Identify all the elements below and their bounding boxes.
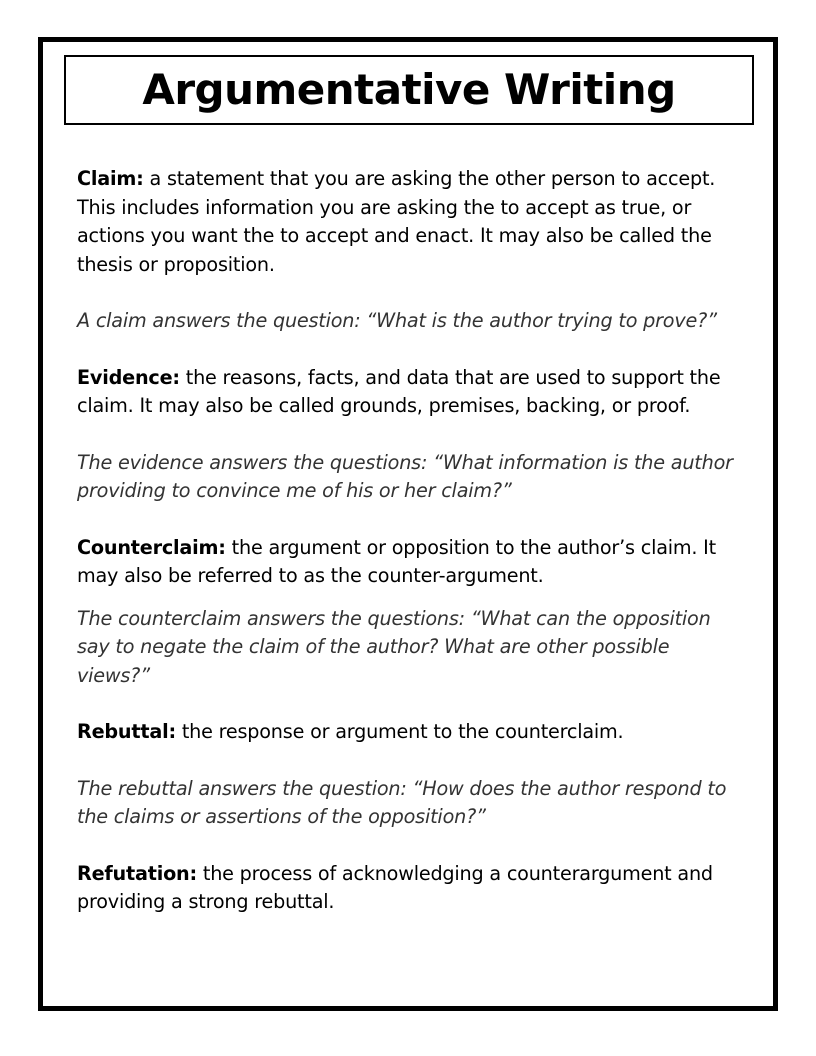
evidence-definition-text: the reasons, facts, and data that are used to support the claim. It may also be called grounds, premises, backing, or proof. bbox=[77, 365, 721, 417]
evidence-term: Evidence: bbox=[77, 365, 180, 389]
counterclaim-definition-text: the argument or opposition to the author’s claim. It may also be referred to as the counter-argument. bbox=[77, 535, 716, 587]
rebuttal-term: Rebuttal: bbox=[77, 720, 176, 743]
refutation-definition-text: the process of acknowledging a counterargument and providing a strong rebuttal. bbox=[77, 861, 713, 913]
claim-term: Claim: bbox=[77, 167, 144, 190]
counterclaim-term: Counterclaim: bbox=[77, 535, 226, 559]
claim-question: A claim answers the question: “What is the author trying to prove?” bbox=[77, 309, 717, 332]
rebuttal-definition bbox=[77, 718, 739, 747]
evidence-definition bbox=[77, 364, 739, 421]
evidence-question: The evidence answers the questions: “What information is the author providing to convince me of his or her claim?” bbox=[77, 450, 733, 502]
rebuttal-question: The rebuttal answers the question: “How does the author respond to the claims or assertions of the opposition?” bbox=[77, 776, 727, 828]
page-title: Argumentative Writing bbox=[142, 65, 676, 114]
counterclaim-question: The counterclaim answers the questions: “What can the opposition say to negate the claim of the author? What are other possible views?” bbox=[77, 606, 711, 687]
rebuttal-definition-text: the response or argument to the counterclaim. bbox=[175, 720, 624, 743]
counterclaim-definition bbox=[77, 534, 739, 591]
refutation-definition bbox=[77, 860, 739, 917]
refutation-term: Refutation: bbox=[77, 861, 197, 885]
claim-definition-text: a statement that you are asking the other person to accept. This includes information you are asking the to accept as true, or actions you want the to accept and enact. It may also be called the thesis or proposition. bbox=[77, 167, 716, 276]
claim-definition bbox=[77, 165, 739, 279]
definitions-content bbox=[77, 165, 739, 917]
title-box bbox=[64, 55, 754, 125]
